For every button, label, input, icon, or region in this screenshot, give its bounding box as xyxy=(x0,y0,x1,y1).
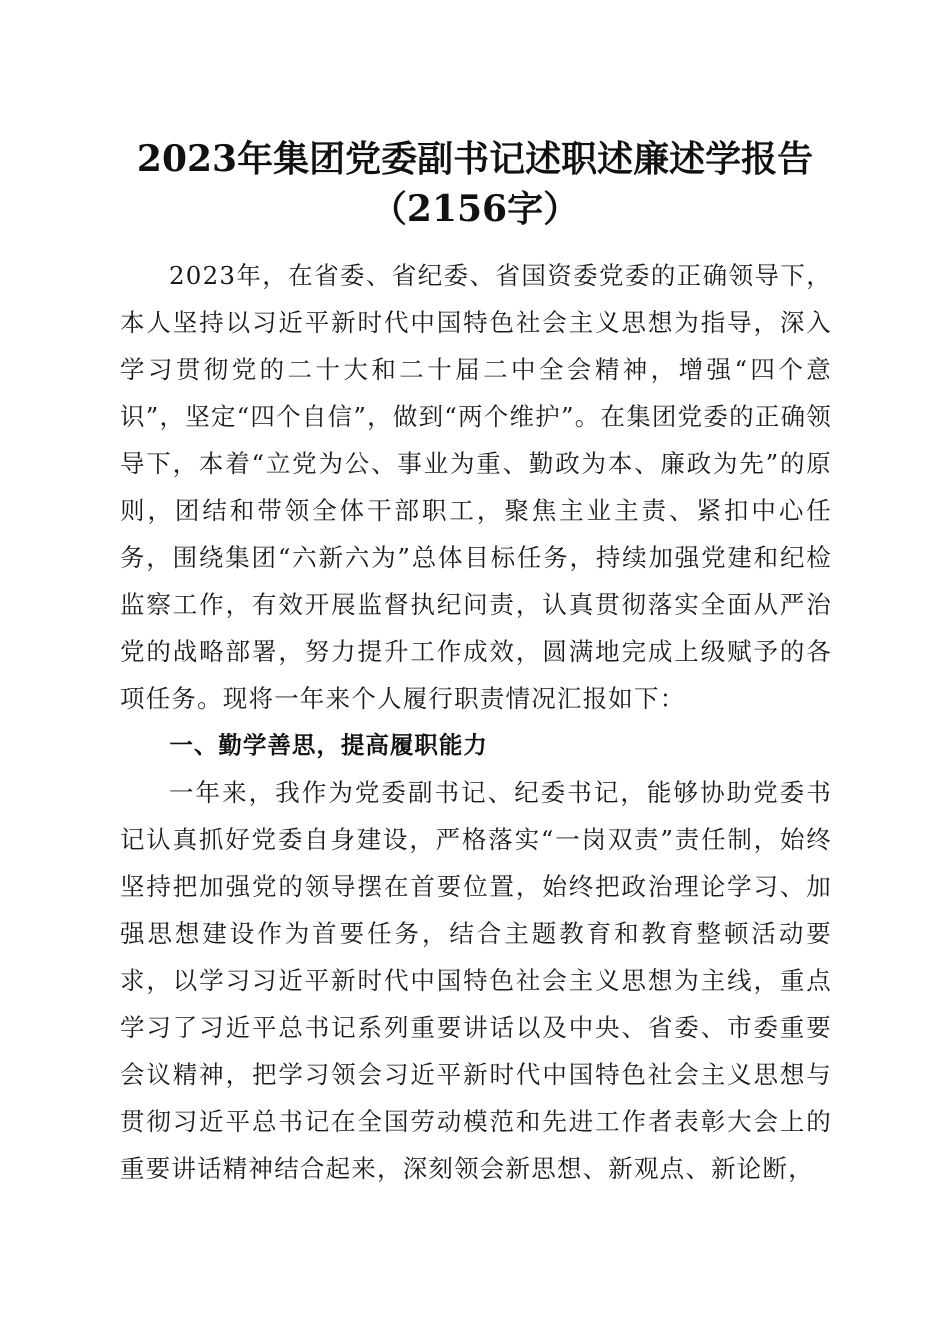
intro-paragraph: 2023年，在省委、省纪委、省国资委党委的正确领导下，本人坚持以习近平新时代中国特色社会主义思想为指导，深入学习贯彻党的二十大和二十届二中全会精神，增强“四个意识”，坚定“四个自信”，做到“两个维护”。在集团党委的正确领导下，本着“立党为公、事业为重、勤政为本、廉政为先”的原则，团结和带领全体干部职工，聚焦主业主责、紧扣中心任务，围绕集团“六新六为”总体目标任务，持续加强党建和纪检监察工作，有效开展监督执纪问责，认真贯彻落实全面从严治党的战略部署，努力提升工作成效，圆满地完成上级赋予的各项任务。现将一年来个人履行职责情况汇报如下： xyxy=(120,261,832,713)
title-block xyxy=(0,134,950,234)
document-title: 2023年集团党委副书记述职述廉述学报告 xyxy=(136,138,814,180)
word-count-subtitle: （2156字） xyxy=(370,188,580,230)
document-body xyxy=(120,252,832,1192)
section-paragraph: 一年来，我作为党委副书记、纪委书记，能够协助党委书记认真抓好党委自身建设，严格落实“一岗双责”责任制，始终坚持把加强党的领导摆在首要位置，始终把政治理论学习、加强思想建设作为首要任务，结合主题教育和教育整顿活动要求，以学习习近平新时代中国特色社会主义思想为主线，重点学习了习近平总书记系列重要讲话以及中央、省委、市委重要会议精神，把学习领会习近平新时代中国特色社会主义思想与贯彻习近平总书记在全国劳动模范和先进工作者表彰大会上的重要讲话精神结合起来，深刻领会新思想、新观点、新论断， xyxy=(120,778,832,1183)
section-heading: 一、勤学善思，提高履职能力 xyxy=(169,731,488,759)
